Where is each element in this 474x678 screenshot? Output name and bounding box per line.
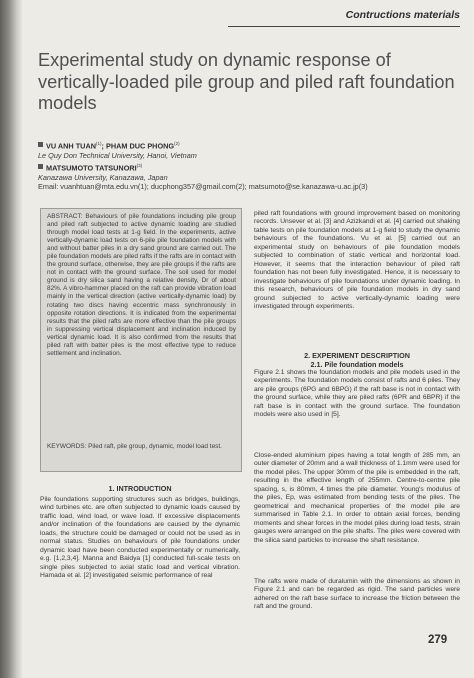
abstract-text: ABSTRACT: Behaviours of pile foundations including pile group and piled raft subjected to active dynamic loading are studied through model load tests at 1-g field. In the experiments, active vertically-dynamic load tests on 6-pile pile foundation models with and without batter piles in a dry sand ground are carried out. The pile foundation models are piled rafts if the rafts are in contact with the ground surface, otherwise, they are pile groups if the rafts are not in contact with the ground surface. The soil used for model ground is dry silica sand having a relative density, Dr of about 82%. A vibro-hammer placed on the raft can provide vibration load mainly in the vertical direction (active vertically-dynamic load) by rotating two discs having eccentric mass synchronously in opposite rotation directions. It is indicated from the experimental results that the piled rafts are more effective than the pile groups in suppressing vertical displacement and inclination induced by vertical dynamic load. It is also confirmed from the results that piled raft with batter piles is the most effective type to reduce settlement and inclination. (47, 213, 236, 357)
article-title: Experimental study on dynamic response of vertically-loaded pile group and piled raft foundation models (38, 50, 455, 113)
introduction-text: Pile foundations supporting structures such as bridges, buildings, wind turbines etc. are often subjected to dynamic loads caused by traffic load, wind load, or wave load. If excessive displacements and/or inclination of the foundations are caused by the dynamic loads, the structure could be damaged or could not be used as in normal status. Studies on behaviours of pile foundations under dynamic load have been conducted experimentally or numerically, e.g. [1,2,3,4]. Manna and Baidya [1] conducted full-scale tests on single piles subjected to axial static load and vertical vibration. Hamada et al. [2] investigated seismic performance of real (40, 496, 240, 580)
right-column-paragraph-4: The rafts were made of duralumin with the dimensions as shown in Figure 2.1 and can be regarded as rigid. The sand particles were adhered on the raft base surface to increase the friction between the raft and the ground. (254, 578, 460, 611)
page-number: 279 (428, 634, 448, 646)
author-name: PHAM DUC PHONG (105, 141, 175, 151)
author-line-1 (38, 139, 463, 151)
author-block (38, 139, 463, 192)
running-header (228, 8, 460, 27)
affiliation: Le Quy Don Technical University, Hanoi, Vietnam (38, 151, 197, 161)
page-spine-shadow (0, 0, 22, 678)
affiliation: Kanazawa University, Kanazawa, Japan (38, 172, 168, 182)
email-line: Email: vuanhtuan@mta.edu.vn(1); ducphong357@gmail.com(2); matsumoto@se.kanazawa-u.ac.jp(3) (38, 182, 368, 192)
right-column-paragraph-1: piled raft foundations with ground improvement based on monitoring records. Unsever et al. [3] and Azizkandi et al. [4] carried out shaking table tests on pile foundation models at 1-g field to study the dynamic behaviours of the foundations. Vu et al. [5] carried out an experimental study on behaviours of pile foundation models subjected to combination of static vertical and horizontal load. However, it seems that the interaction behaviour of piled raft foundation has not been fully investigated. Hence, it is necessary to investigate behaviours of pile foundations under dynamic loading. In this research, behaviours of pile foundation models in dry sand ground subjected to active vertically-dynamic loading were investigated through experiments. (254, 210, 460, 310)
header-section-title: Contructions materials (345, 9, 460, 21)
right-column-paragraph-2: Figure 2.1 shows the foundation models and pile models used in the experiments. The foundation models consist of rafts and 6 piles. They are pile groups (6PG and 6BPG) if the raft base is not in contact with the ground surface, while they are piled rafts (6PR and 6BPR) if the raft base is in contact with the ground surface. The foundation models were also used in [5]. (254, 369, 460, 419)
square-bullet-icon (38, 142, 43, 147)
square-bullet-icon (38, 164, 43, 169)
section-heading-introduction: 1. INTRODUCTION (108, 484, 172, 493)
author-sup: (2) (174, 141, 180, 146)
author-name: VU ANH TUAN (46, 141, 96, 151)
subsection-heading-pile-models: 2.1. Pile foundation models (310, 360, 404, 369)
keywords-text: KEYWORDS: Piled raft, pile group, dynamic, model load test. (47, 443, 222, 450)
author-line-2 (38, 161, 463, 173)
author-sup: (1) (96, 141, 102, 146)
author-name: MATSUMOTO TATSUNORI (46, 163, 137, 173)
right-column-paragraph-3: Close-ended aluminium pipes having a total length of 285 mm, an outer diameter of 20mm and a wall thickness of 1.1mm were used for the model piles. The upper 30mm of the pile is embedded in the raft, resulting in the effective length of 255mm. Centre-to-centre pile spacing, s, is 80mm, 4 times the pile diameter. Young's modulus of the piles, Ep, was estimated from bending tests of the piles. The geometrical and mechanical properties of the model pile are summarised in Table 2.1. In order to obtain axial forces, bending moments and shear forces in the model piles during load tests, strain gauges were arranged on the pile shafts. The piles were covered with the silica sand particles to increase the shaft resistance. (254, 452, 460, 544)
section-heading-experiment: 2. EXPERIMENT DESCRIPTION (304, 351, 410, 360)
author-sup: (3) (136, 162, 143, 168)
author-separator: ; (101, 141, 106, 151)
